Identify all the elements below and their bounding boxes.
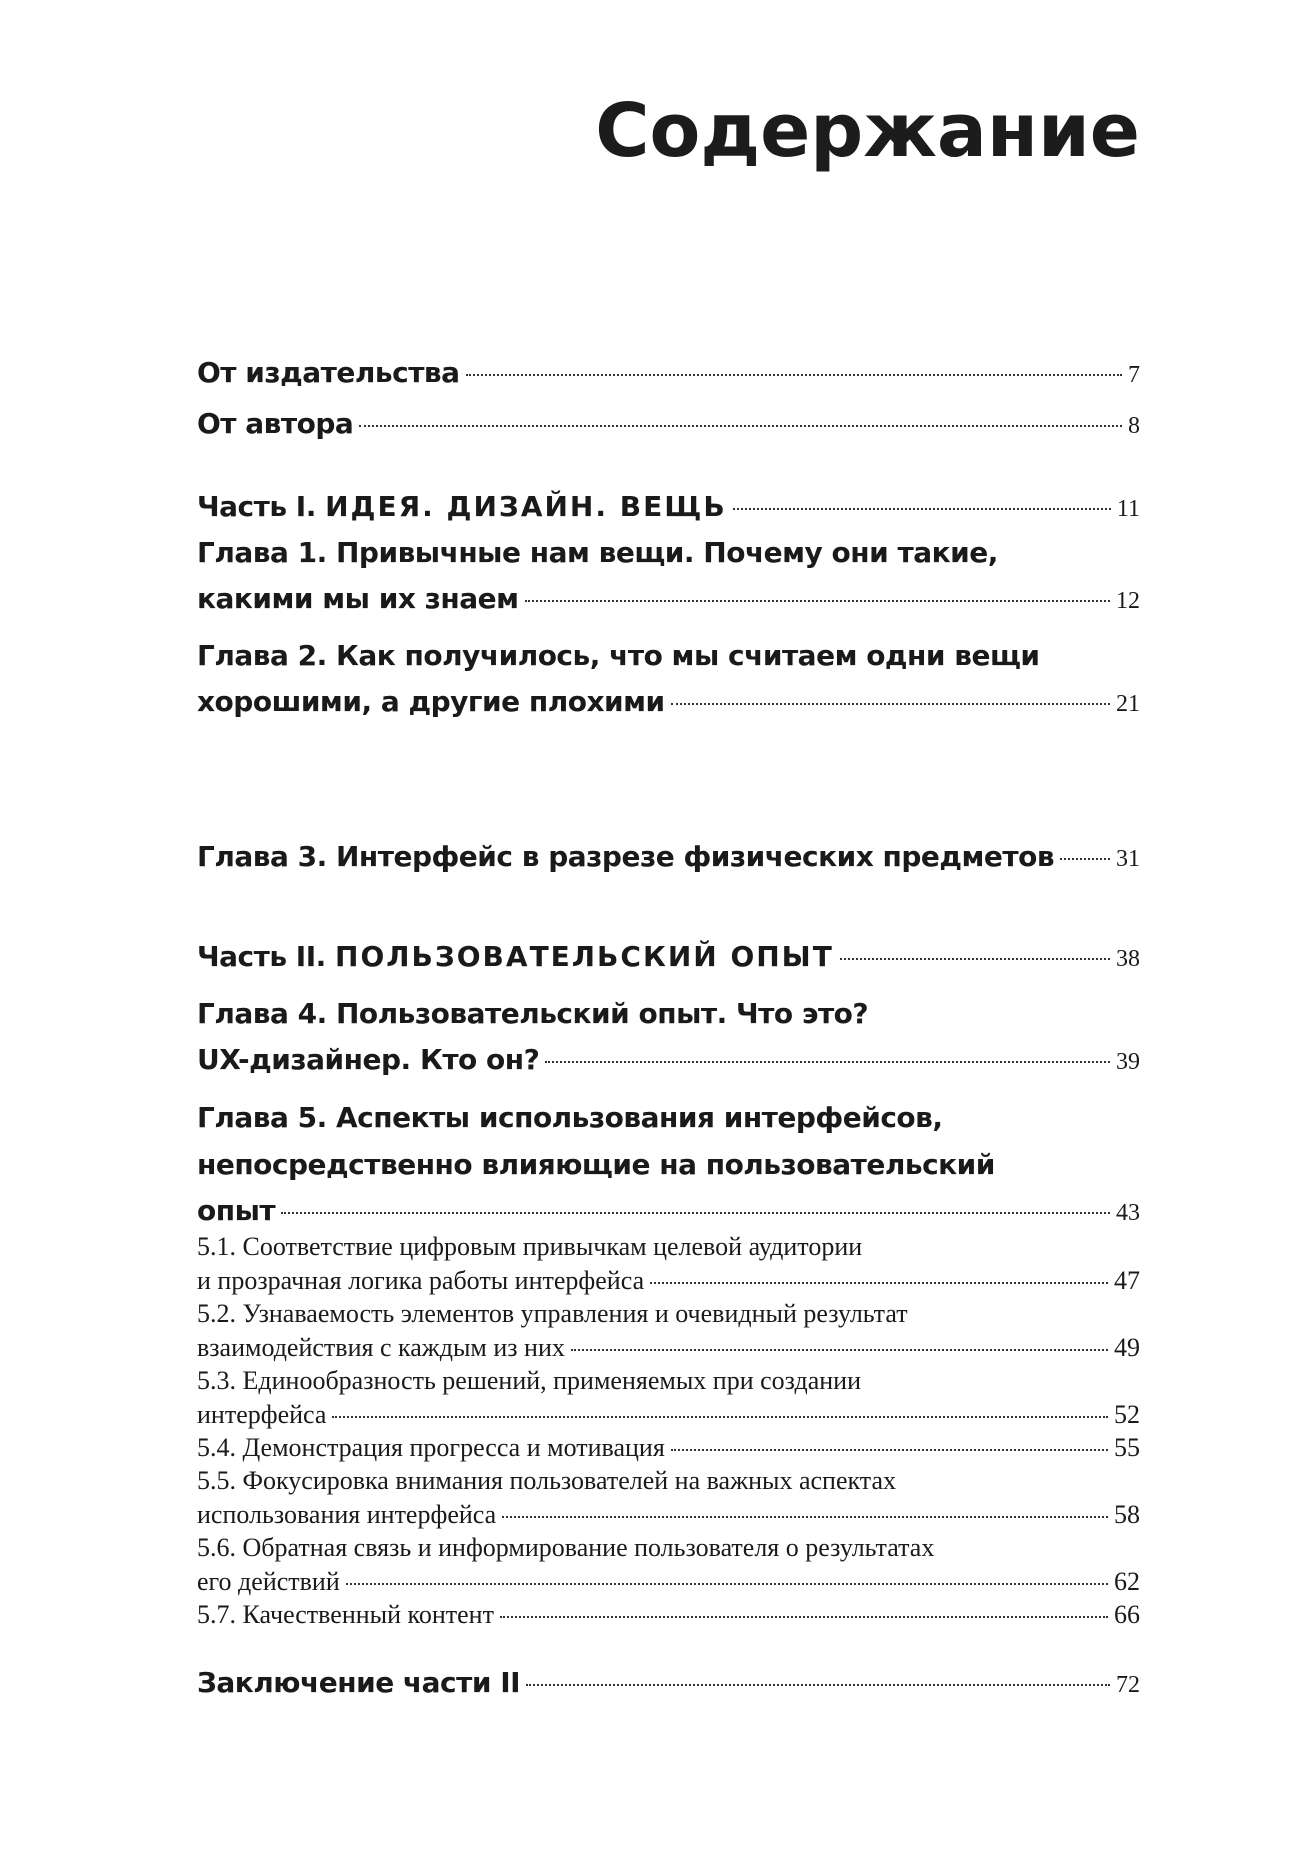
dot-leader: [671, 1449, 1108, 1451]
toc-page-number: 38: [1116, 946, 1140, 972]
toc-page-number: 55: [1114, 1433, 1140, 1462]
toc-section-label-cont: и прозрачная логика работы интерфейса: [197, 1265, 645, 1295]
dot-leader: [466, 374, 1122, 376]
toc-entry-label: Глава 1. Привычные нам вещи. Почему они такие,: [197, 536, 998, 569]
page-title: Содержание: [595, 88, 1140, 174]
dot-leader: [733, 508, 1111, 510]
toc-entry-label: Глава 3. Интерфейс в разрезе физических предметов: [197, 840, 1055, 873]
toc-page-number: 43: [1116, 1200, 1140, 1226]
toc-entry-label-cont: какими мы их знаем: [197, 582, 519, 615]
toc-conclusion-part-2[interactable]: [197, 1660, 1140, 1708]
toc-section-label: 5.1. Соответствие цифровым привычкам целевой аудитории: [197, 1232, 863, 1261]
part-number: Часть I.: [197, 490, 316, 523]
toc-page-number: 52: [1114, 1399, 1140, 1429]
toc-page-number: 12: [1116, 588, 1140, 614]
toc-section-5-7[interactable]: [197, 1598, 1140, 1632]
dot-leader: [545, 1061, 1110, 1063]
toc-section-5-3[interactable]: [197, 1364, 1140, 1431]
toc-section-5-6[interactable]: [197, 1531, 1140, 1598]
toc-entry-label: Глава 5. Аспекты использования интерфейсов,: [197, 1101, 943, 1134]
toc-page-number: 7: [1128, 362, 1140, 388]
dot-leader: [359, 425, 1122, 427]
dot-leader: [346, 1583, 1108, 1585]
dot-leader: [650, 1282, 1108, 1284]
dot-leader: [526, 1684, 1110, 1686]
toc-entry-label: Заключение части II: [197, 1666, 521, 1699]
toc-section-label: 5.4. Демонстрация прогресса и мотивация: [197, 1433, 665, 1462]
toc-section-label: 5.3. Единообразность решений, применяемых при создании: [197, 1366, 861, 1395]
dot-leader: [500, 1616, 1108, 1618]
toc-entry-author[interactable]: [197, 401, 1140, 449]
toc-section-label: 5.5. Фокусировка внимания пользователей на важных аспектах: [197, 1466, 896, 1495]
toc-section-5-1[interactable]: [197, 1230, 1140, 1297]
toc-entry-label-cont: непосредственно влияющие на пользовательский: [197, 1148, 995, 1181]
toc-part-2[interactable]: [197, 934, 1140, 982]
toc-section-label: 5.2. Узнаваемость элементов управления и очевидный результат: [197, 1299, 908, 1328]
toc-page-number: 72: [1116, 1672, 1140, 1698]
dot-leader: [332, 1416, 1108, 1418]
toc-part-label: [197, 484, 727, 529]
toc-chapter-2[interactable]: [197, 632, 1140, 727]
toc-entry-label-cont: UX-дизайнер. Кто он?: [197, 1043, 540, 1076]
toc-page-number: 66: [1114, 1600, 1140, 1629]
toc-section-label: 5.6. Обратная связь и информирование пользователя о результатах: [197, 1533, 935, 1562]
toc-section-label-cont: взаимодействия с каждым из них: [197, 1332, 565, 1362]
toc-entry-label: От издательства: [197, 356, 460, 389]
part-number: Часть II.: [197, 940, 326, 973]
dot-leader: [840, 958, 1110, 960]
toc-entry-label: От автора: [197, 407, 354, 440]
toc-entry-label: Глава 4. Пользовательский опыт. Что это?: [197, 997, 869, 1030]
toc-page-number: 62: [1114, 1566, 1140, 1596]
toc-chapter-4[interactable]: [197, 990, 1140, 1085]
part-title: ИДЕЯ. ДИЗАЙН. ВЕЩЬ: [325, 490, 727, 523]
toc-chapter-1[interactable]: [197, 529, 1140, 624]
toc-section-5-4[interactable]: [197, 1431, 1140, 1465]
part-title: ПОЛЬЗОВАТЕЛЬСКИЙ ОПЫТ: [335, 940, 834, 973]
dot-leader: [1060, 858, 1110, 860]
toc-section-label-cont: интерфейса: [197, 1399, 327, 1429]
dot-leader: [571, 1349, 1108, 1351]
toc-page-number: 58: [1114, 1499, 1140, 1529]
toc-section-label: 5.7. Качественный контент: [197, 1600, 494, 1629]
toc-section-5-2[interactable]: [197, 1297, 1140, 1364]
toc-page-number: 11: [1116, 496, 1140, 522]
dot-leader: [502, 1516, 1108, 1518]
dot-leader: [281, 1212, 1110, 1214]
dot-leader: [525, 600, 1110, 602]
toc-section-5-5[interactable]: [197, 1464, 1140, 1531]
toc-page-number: 47: [1114, 1265, 1140, 1295]
toc-entry-publisher[interactable]: [197, 350, 1140, 398]
toc-part-label: [197, 934, 834, 979]
toc-page-number: 8: [1128, 413, 1140, 439]
toc-entry-label-cont: опыт: [197, 1194, 276, 1227]
toc-section-label-cont: его действий: [197, 1566, 340, 1596]
toc-part-1[interactable]: [197, 484, 1140, 532]
toc-page-number: 49: [1114, 1332, 1140, 1362]
toc-page-number: 39: [1116, 1049, 1140, 1075]
toc-chapter-5[interactable]: [197, 1094, 1140, 1236]
toc-section-label-cont: использования интерфейса: [197, 1499, 497, 1529]
toc-entry-label-cont: хорошими, а другие плохими: [197, 685, 665, 718]
toc-page-number: 31: [1116, 846, 1140, 872]
dot-leader: [671, 703, 1110, 705]
toc-page-number: 21: [1116, 691, 1140, 717]
toc-entry-label: Глава 2. Как получилось, что мы считаем одни вещи: [197, 639, 1040, 672]
toc-chapter-3[interactable]: [197, 834, 1140, 882]
